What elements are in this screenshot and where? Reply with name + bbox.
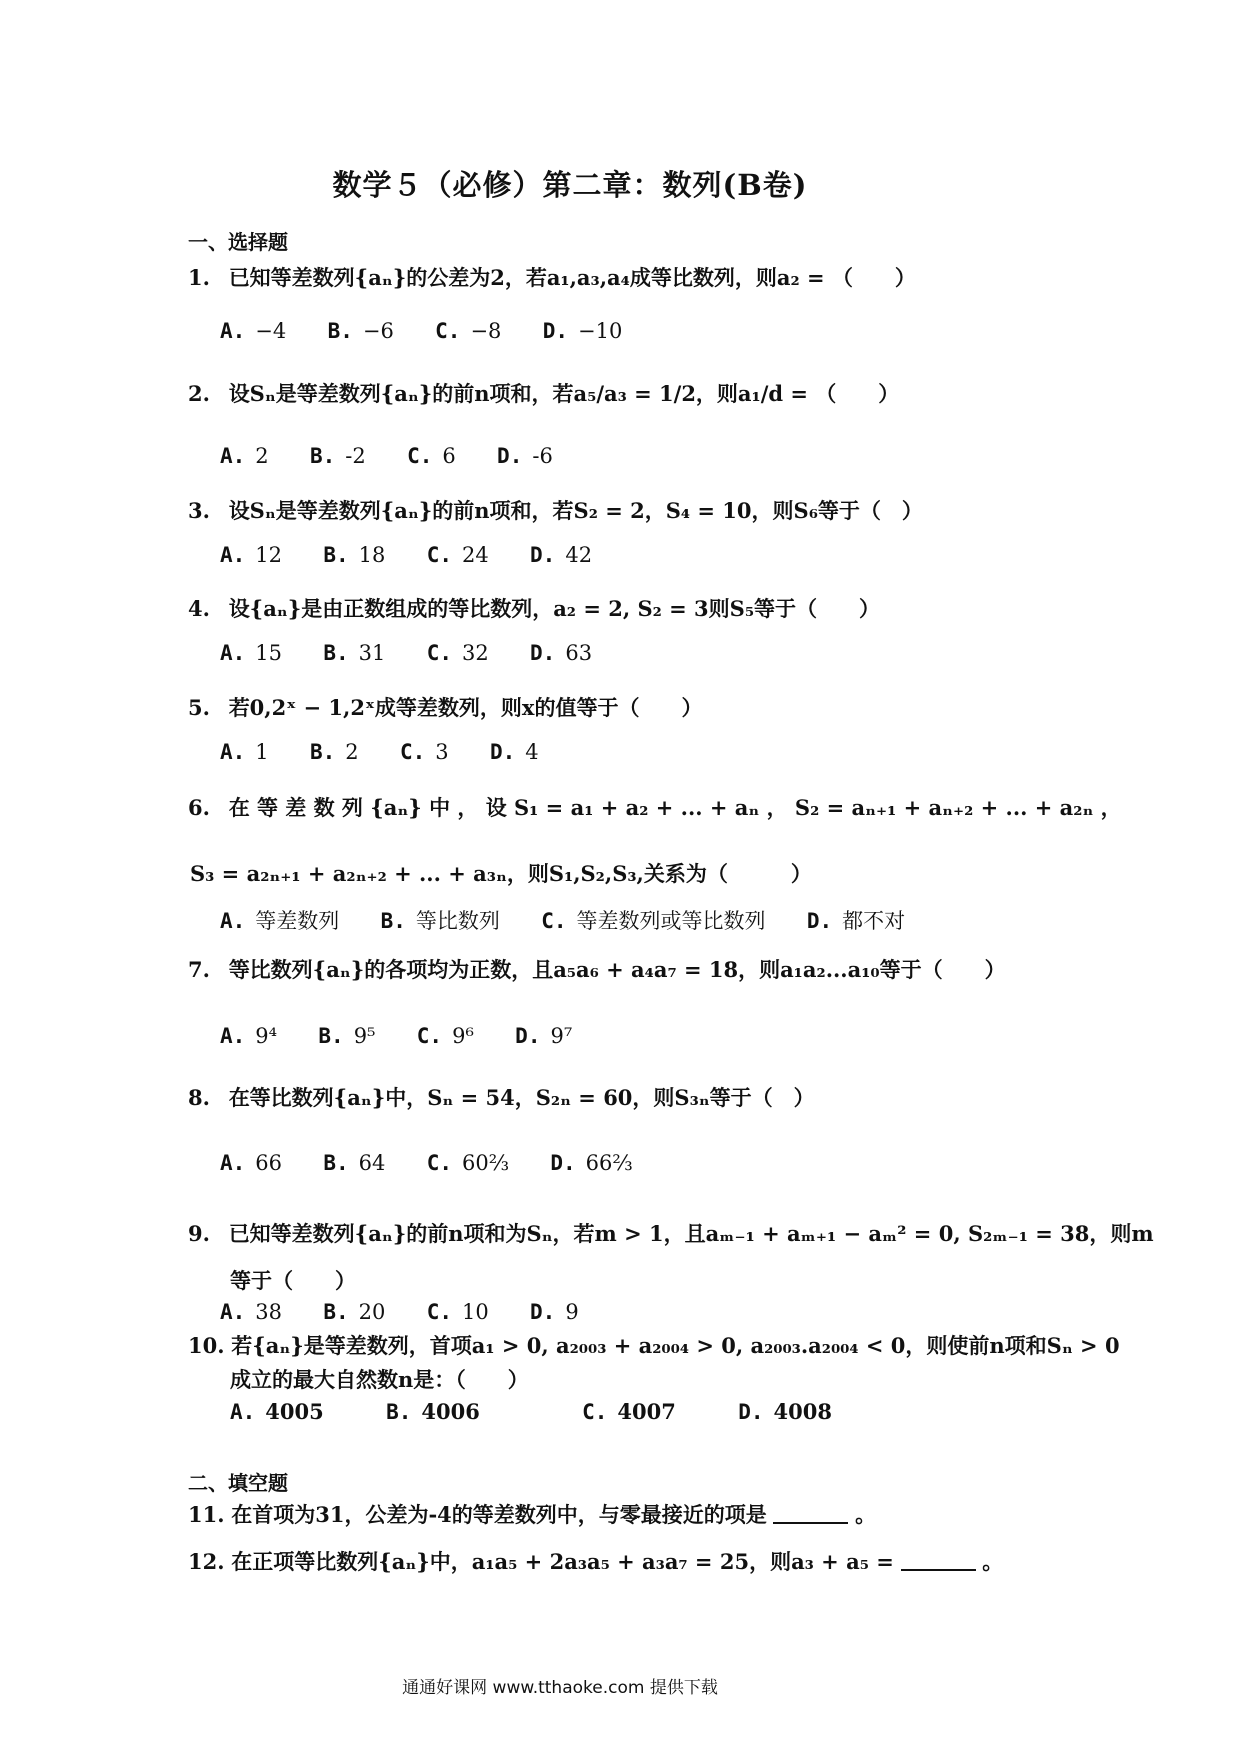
option-b: B. 64 — [323, 1151, 386, 1175]
section-heading-fill: 二、填空题 — [188, 1471, 288, 1495]
option-c: C. 3 — [399, 740, 449, 764]
question-text: 若0,2ˣ − 1,2ˣ成等差数列，则x的值等于（ ） — [228, 695, 703, 720]
question-6-continuation: S₃ = a₂ₙ₊₁ + a₂ₙ₊₂ + ... + a₃ₙ，则S₁,S₂,S₃,关系为（ ） — [190, 861, 812, 886]
option-d: D. -6 — [497, 444, 553, 468]
options-7 — [220, 1023, 606, 1048]
question-text: 在等比数列{aₙ}中，Sₙ = 54，S₂ₙ = 60，则S₃ₙ等于（ ） — [228, 1085, 815, 1110]
option-d: D. 都不对 — [806, 909, 906, 933]
option-a: A. 15 — [220, 641, 283, 665]
option-c: C. 4007 — [582, 1399, 676, 1424]
question-number: 11. — [188, 1502, 225, 1527]
question-12 — [188, 1546, 1003, 1576]
option-c: C. 6 — [407, 444, 456, 468]
option-d: D. 42 — [530, 543, 593, 567]
option-a: A. 12 — [220, 543, 283, 567]
question-9 — [188, 1218, 1154, 1248]
option-b: B. -2 — [309, 444, 366, 468]
option-a: A. 等差数列 — [220, 909, 340, 933]
question-number: 2. — [188, 381, 210, 406]
option-d: D. 66⅔ — [550, 1151, 633, 1175]
option-d: D. 9 — [530, 1300, 579, 1324]
question-number: 6. — [188, 795, 210, 820]
question-9-continuation: 等于（ ） — [230, 1268, 356, 1293]
answer-blank[interactable] — [901, 1551, 976, 1571]
question-text: 设Sₙ是等差数列{aₙ}的前n项和，若S₂ = 2，S₄ = 10，则S₆等于（ ） — [228, 498, 923, 523]
option-c: C. 32 — [426, 641, 489, 665]
option-a: A. 66 — [220, 1151, 283, 1175]
options-2 — [220, 443, 587, 468]
question-2 — [188, 378, 899, 408]
question-number: 10. — [188, 1333, 225, 1358]
option-c: C. 9⁶ — [416, 1024, 474, 1048]
option-b: B. 20 — [323, 1300, 386, 1324]
question-end: 。 — [855, 1502, 877, 1527]
question-text: 在正项等比数列{aₙ}中，a₁a₅ + 2a₃a₅ + a₃a₇ = 25，则a₃ + a₅ = — [231, 1549, 894, 1574]
options-5 — [220, 739, 573, 764]
question-10 — [188, 1330, 1120, 1360]
options-9 — [220, 1299, 613, 1324]
question-4 — [188, 593, 880, 623]
options-6 — [220, 905, 939, 935]
question-number: 1. — [188, 265, 210, 290]
option-a: A. 4005 — [230, 1399, 324, 1424]
option-d: D. 63 — [530, 641, 593, 665]
question-6 — [188, 792, 1122, 822]
option-c: C. −8 — [435, 319, 502, 343]
question-number: 9. — [188, 1221, 210, 1246]
option-b: B. 2 — [309, 740, 359, 764]
option-c: C. 等差数列或等比数列 — [541, 909, 766, 933]
option-a: A. −4 — [220, 319, 287, 343]
question-number: 5. — [188, 695, 210, 720]
option-c: C. 24 — [426, 543, 489, 567]
question-5 — [188, 692, 702, 722]
question-text: 在 等 差 数 列 {aₙ} 中 ， 设 S₁ = a₁ + a₂ + ... + aₙ ， S₂ = aₙ₊₁ + aₙ₊₂ + ... + a₂ₙ ， — [228, 795, 1122, 820]
option-b: B. 31 — [323, 641, 386, 665]
option-a: A. 9⁴ — [220, 1024, 278, 1048]
option-b: B. 等比数列 — [380, 909, 500, 933]
question-number: 3. — [188, 498, 210, 523]
page-footer: 通通好课网 www.tthaoke.com 提供下载 — [402, 1678, 718, 1698]
option-d: D. 4008 — [738, 1399, 832, 1424]
option-a: A. 38 — [220, 1300, 283, 1324]
question-text: 已知等差数列{aₙ}的前n项和为Sₙ，若m > 1，且aₘ₋₁ + aₘ₊₁ − aₘ² = 0, S₂ₘ₋₁ = 38，则m — [228, 1221, 1154, 1246]
question-text: 若{aₙ}是等差数列，首项a₁ > 0, a₂₀₀₃ + a₂₀₀₄ > 0, a₂₀₀₃.a₂₀₀₄ < 0，则使前n项和Sₙ > 0 — [231, 1333, 1120, 1358]
options-1 — [220, 318, 656, 343]
option-b: B. −6 — [327, 319, 394, 343]
option-b: B. 18 — [323, 543, 386, 567]
question-text: 等比数列{aₙ}的各项均为正数，且a₅a₆ + a₄a₇ = 18，则a₁a₂...a₁₀等于（ ） — [228, 957, 1006, 982]
options-3 — [220, 542, 626, 567]
option-d: D. 9⁷ — [515, 1024, 573, 1048]
question-number: 7. — [188, 957, 210, 982]
option-b: B. 4006 — [386, 1399, 480, 1424]
option-a: A. 1 — [220, 740, 269, 764]
option-c: C. 10 — [426, 1300, 489, 1324]
question-text: 设{aₙ}是由正数组成的等比数列，a₂ = 2, S₂ = 3则S₅等于（ ） — [228, 596, 881, 621]
question-8 — [188, 1082, 815, 1112]
question-text: 设Sₙ是等差数列{aₙ}的前n项和，若a₅/a₃ = 1/2，则a₁/d = （ ） — [228, 381, 900, 406]
option-b: B. 9⁵ — [318, 1024, 376, 1048]
option-d: D. 4 — [489, 740, 539, 764]
question-end: 。 — [982, 1549, 1004, 1574]
option-c: C. 60⅔ — [426, 1151, 510, 1175]
answer-blank[interactable] — [773, 1504, 848, 1524]
options-8 — [220, 1150, 667, 1175]
options-4 — [220, 640, 626, 665]
option-d: D. −10 — [542, 319, 623, 343]
question-7 — [188, 954, 1006, 984]
question-text: 在首项为31，公差为-4的等差数列中，与零最接近的项是 — [231, 1502, 767, 1527]
question-11 — [188, 1499, 876, 1529]
question-number: 8. — [188, 1085, 210, 1110]
option-a: A. 2 — [220, 444, 269, 468]
question-text: 已知等差数列{aₙ}的公差为2，若a₁,a₃,a₄成等比数列，则a₂ = （ ） — [228, 265, 916, 290]
question-3 — [188, 495, 923, 525]
section-heading-choice: 一、选择题 — [188, 230, 288, 254]
page-title: 数学５（必修）第二章：数列(B卷) — [332, 168, 808, 202]
question-number: 12. — [188, 1549, 225, 1574]
question-number: 4. — [188, 596, 210, 621]
question-10-continuation: 成立的最大自然数n是：（ ） — [230, 1367, 529, 1392]
question-1 — [188, 262, 916, 292]
options-10 — [230, 1399, 866, 1424]
